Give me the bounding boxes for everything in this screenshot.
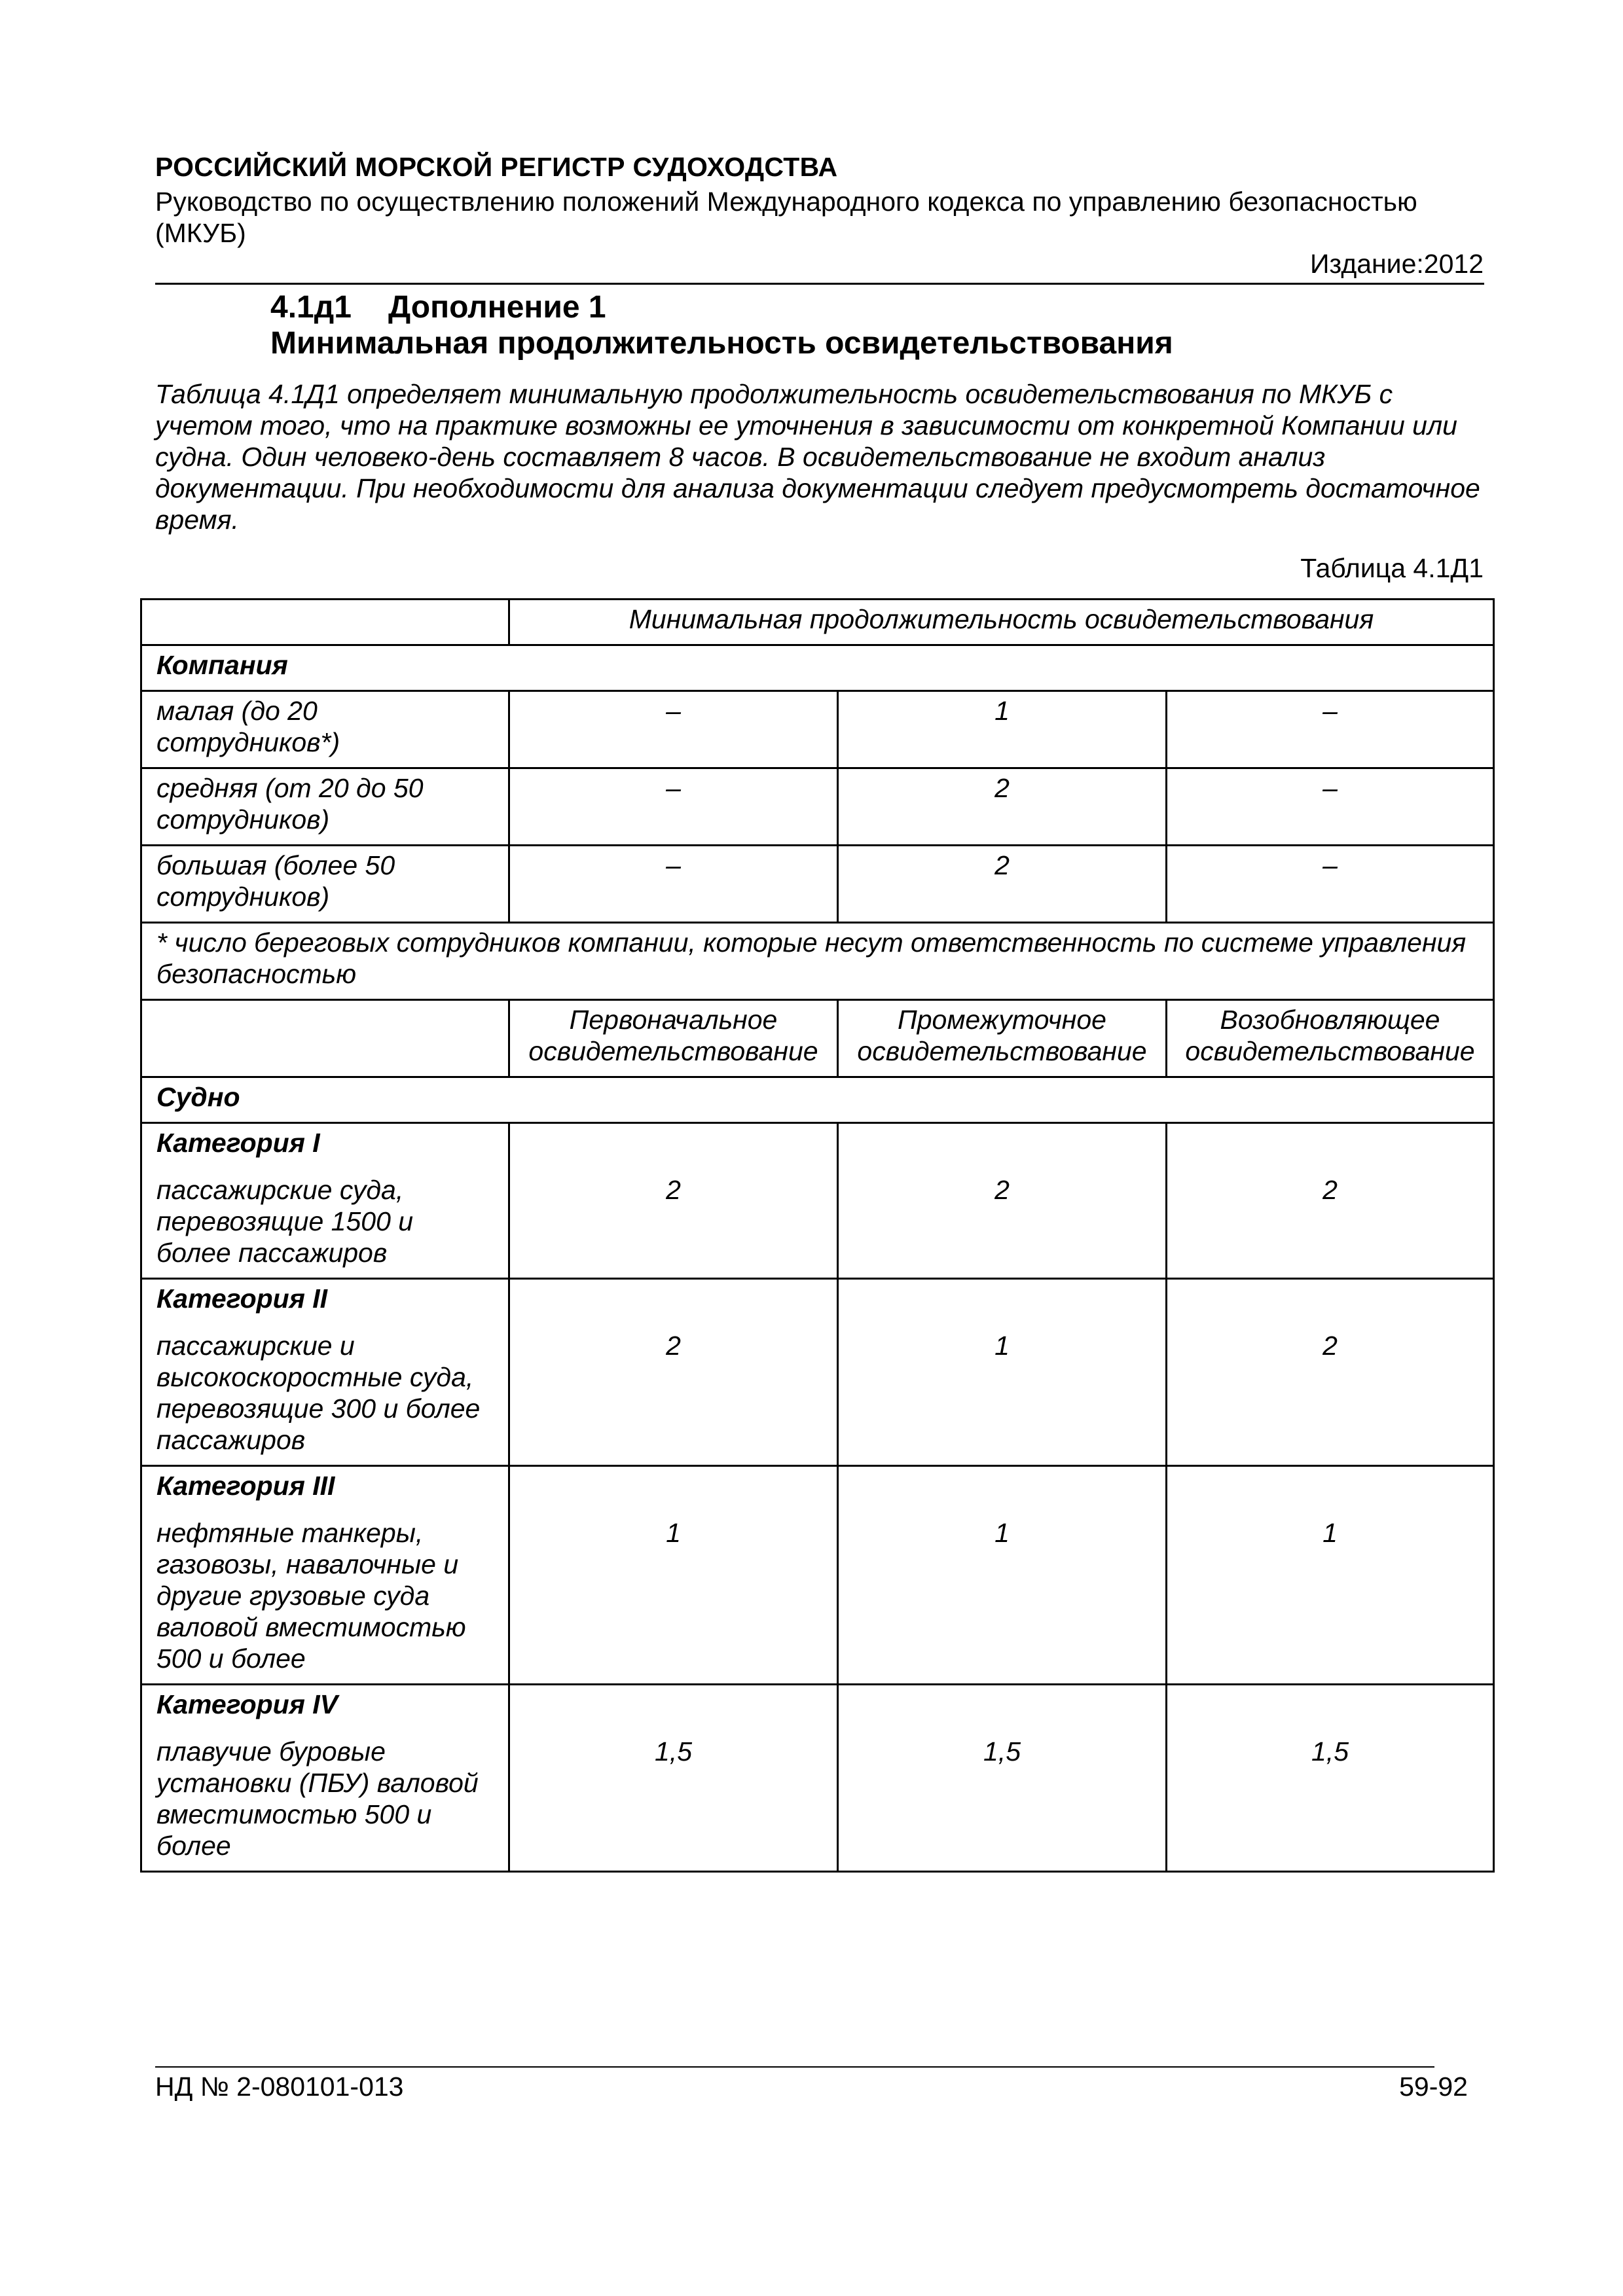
- ship-section-row: [141, 1077, 1494, 1123]
- table-cell: –: [1167, 768, 1494, 846]
- company-section-row: [141, 645, 1494, 691]
- table-cell: 1,5: [838, 1685, 1167, 1872]
- footer-rule: [155, 2066, 1434, 2068]
- table-cell: –: [509, 846, 838, 923]
- ship-category-cell: [141, 1123, 509, 1279]
- column-header-intermediate: Промежуточное освидетельствование: [838, 1000, 1167, 1077]
- page-number: 59-92: [1399, 2072, 1468, 2102]
- table-cell: 1: [509, 1466, 838, 1685]
- category-description: пассажирские суда, перевозящие 1500 и более пассажиров: [156, 1175, 414, 1268]
- table-cell: 1: [838, 1279, 1167, 1466]
- intro-paragraph: Таблица 4.1Д1 определяет минимальную продолжительность освидетельствования по МКУБ с учетом того, что на практике возможны ее уточнения в зависимости от конкретной Компании или судна. Один человеко-день составляет 8 часов. В освидетельствование не входит анализ документации. При необходимости для анализа документации следует предусмотреть достаточное время.: [155, 379, 1480, 535]
- table-cell: 1: [838, 691, 1167, 768]
- header-rule: [155, 283, 1484, 285]
- column-header-row: [141, 1000, 1494, 1077]
- survey-duration-table: [140, 598, 1495, 1873]
- edition-label: Издание:2012: [1309, 249, 1484, 279]
- company-size-label: малая (до 20 сотрудников*): [141, 691, 509, 768]
- ship-category-cell: [141, 1466, 509, 1685]
- table-cell: 1,5: [509, 1685, 838, 1872]
- table-cell: –: [1167, 691, 1494, 768]
- column-header-initial: Первоначальное освидетельствование: [509, 1000, 838, 1077]
- table-row: [141, 768, 1494, 846]
- table-row: [141, 1685, 1494, 1872]
- table-cell: –: [509, 768, 838, 846]
- organization-title: РОССИЙСКИЙ МОРСКОЙ РЕГИСТР СУДОХОДСТВА: [155, 152, 838, 182]
- table-row: [141, 1466, 1494, 1685]
- category-title: Категория II: [156, 1283, 328, 1314]
- document-subtitle: Руководство по осуществлению положений Международного кодекса по управлению безопасностью (МКУБ): [155, 187, 1417, 248]
- ship-label: Судно: [141, 1077, 1494, 1123]
- table-cell: 2: [509, 1279, 838, 1466]
- section-title: Дополнение 1: [388, 290, 606, 325]
- category-description: плавучие буровые установки (ПБУ) валовой вместимостью 500 и более: [156, 1736, 479, 1861]
- column-header-renewal: Возобновляющее освидетельствование: [1167, 1000, 1494, 1077]
- table-cell: 2: [1167, 1279, 1494, 1466]
- table-cell: 2: [509, 1123, 838, 1279]
- table-cell: 1,5: [1167, 1685, 1494, 1872]
- category-title: Категория III: [156, 1471, 335, 1501]
- top-header-cell: Минимальная продолжительность освидетельствования: [509, 600, 1494, 645]
- table-row: [141, 846, 1494, 923]
- table-cell: 2: [838, 768, 1167, 846]
- section-heading: [270, 289, 606, 325]
- company-label: Компания: [141, 645, 1494, 691]
- company-size-label: большая (более 50 сотрудников): [141, 846, 509, 923]
- table-caption: Таблица 4.1Д1: [1300, 553, 1484, 583]
- header-empty-cell: [141, 1000, 509, 1077]
- category-description: пассажирские и высокоскоростные суда, перевозящие 300 и более пассажиров: [156, 1331, 481, 1455]
- footnote-row: [141, 923, 1494, 1000]
- section-number: 4.1д1: [270, 290, 352, 325]
- table-cell: –: [509, 691, 838, 768]
- category-title: Категория I: [156, 1128, 320, 1158]
- table-cell: 2: [838, 846, 1167, 923]
- ship-category-cell: [141, 1685, 509, 1872]
- table-cell: 2: [1167, 1123, 1494, 1279]
- header-empty-cell: [141, 600, 509, 645]
- table-header-row: [141, 600, 1494, 645]
- table-cell: 2: [838, 1123, 1167, 1279]
- table-cell: –: [1167, 846, 1494, 923]
- table-cell: 1: [1167, 1466, 1494, 1685]
- table-row: [141, 1123, 1494, 1279]
- table-row: [141, 1279, 1494, 1466]
- category-title: Категория IV: [156, 1689, 338, 1719]
- ship-category-cell: [141, 1279, 509, 1466]
- company-size-label: средняя (от 20 до 50 сотрудников): [141, 768, 509, 846]
- category-description: нефтяные танкеры, газовозы, навалочные и другие грузовые суда валовой вместимостью 500 и более: [156, 1518, 466, 1674]
- footnote-text: * число береговых сотрудников компании, которые несут ответственность по системе управления безопасностью: [141, 923, 1494, 1000]
- table-row: [141, 691, 1494, 768]
- document-number: НД № 2-080101-013: [155, 2072, 404, 2102]
- section-subtitle: Минимальная продолжительность освидетельствования: [270, 326, 1173, 361]
- table-cell: 1: [838, 1466, 1167, 1685]
